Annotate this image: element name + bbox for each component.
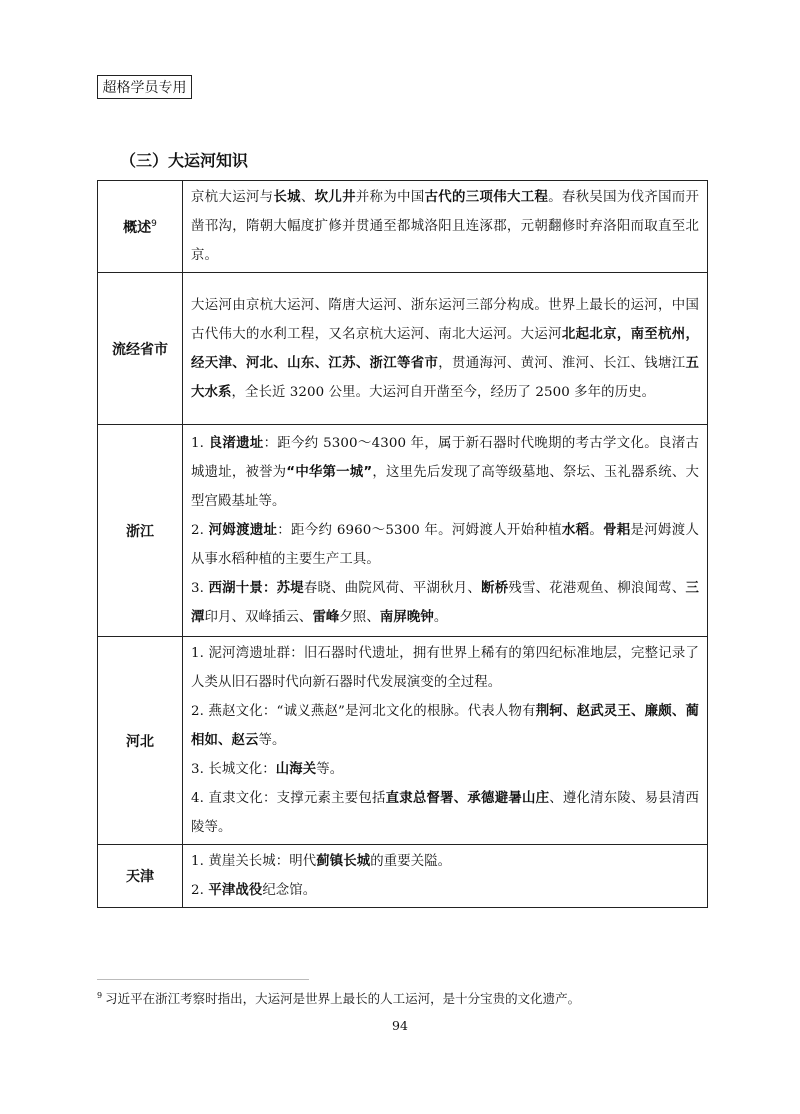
bold-text-run: 直隶总督署、承德避暑山庄: [385, 791, 550, 806]
section-title: （三）大运河知识: [120, 151, 249, 170]
bold-text-run: 断桥: [481, 581, 509, 596]
text-run: 纪念馆。: [262, 883, 317, 898]
page-number: 94: [392, 1018, 408, 1033]
footnote-divider: [97, 979, 309, 980]
bold-text-run: 西湖十景：苏堤: [208, 581, 304, 596]
bold-text-run: 雷峰: [312, 610, 340, 625]
bold-text-run: 骨耜: [603, 523, 631, 538]
bold-text-run: 水稻: [561, 523, 590, 538]
bold-text-run: 坎儿井: [314, 190, 356, 205]
footnote-marker: 9: [97, 991, 103, 1000]
text-run: 并称为中国: [355, 190, 425, 205]
row-content-provinces: [183, 273, 708, 425]
text-run: ，这里先后发现了高等级墓地、祭坛、玉礼器系统、大型宫殿基址等。: [191, 465, 699, 509]
text-run: ，贯通海河、黄河、淮河、长江、钱塘江: [438, 355, 686, 371]
row-heading-hebei: 河北: [98, 637, 183, 845]
list-item: [191, 876, 699, 905]
text-run: 。: [589, 523, 604, 538]
table-row-overview: [98, 181, 708, 273]
bold-text-run: 五大水系: [191, 355, 699, 400]
bold-text-run: 山海关: [275, 762, 317, 777]
footnote: [97, 987, 580, 1008]
provinces-text: [191, 291, 699, 407]
table-row-hebei: [98, 637, 708, 845]
row-heading-zhejiang: 浙江: [98, 425, 183, 637]
text-run: 等。: [316, 762, 344, 777]
text-run: 夕照、: [339, 610, 380, 625]
row-content-overview: [183, 181, 708, 273]
footnote-reference: 9: [151, 218, 157, 229]
bold-text-run: 蓟镇长城: [316, 854, 371, 869]
row-heading-overview: 概述$^9$: [98, 181, 183, 273]
text-run: 是河姆渡人从事水稻种植的主要生产工具。: [191, 523, 699, 567]
row-content-tianjin: [183, 845, 708, 908]
text-run: 2.: [191, 883, 209, 898]
list-item: [191, 847, 699, 876]
overview-text: [191, 183, 699, 270]
grand-canal-knowledge-table: [97, 180, 708, 908]
list-item: [191, 697, 699, 755]
table-row-tianjin: [98, 845, 708, 908]
bold-text-run: 南屏晚钟: [379, 610, 434, 625]
text-run: 。: [433, 610, 448, 625]
text-run: 印月、双峰插云、: [204, 610, 313, 625]
row-heading-tianjin: 天津: [98, 845, 183, 908]
bold-text-run: 荆轲、赵武灵王、廉颇、蔺相如、赵云: [191, 704, 699, 748]
row-heading-provinces: 流经省市: [98, 273, 183, 425]
list-item: [191, 755, 699, 784]
text-run: 3. 长城文化：: [191, 762, 276, 777]
text-run: 京杭大运河与: [191, 190, 274, 205]
bold-text-run: 河姆渡遗址: [208, 523, 278, 538]
text-run: 1. 泥河湾遗址群：旧石器时代遗址，拥有世界上稀有的第四纪标准地层，完整记录了人类从旧石器时代向新石器时代发展演变的全过程。: [191, 646, 699, 690]
text-run: 1.: [191, 436, 209, 451]
text-run: 、遵化清东陵、易县清西陵等。: [191, 791, 699, 835]
table-row-provinces: [98, 273, 708, 425]
text-run: 4. 直隶文化：支撑元素主要包括: [191, 791, 386, 806]
table-row-zhejiang: [98, 425, 708, 637]
row-content-hebei: [183, 637, 708, 845]
text-run: 1. 黄崖关长城：明代: [191, 854, 317, 869]
text-run: 的重要关隘。: [370, 854, 452, 869]
text-run: 。春秋吴国为伐齐国而开凿邗沟，隋朝大幅度扩修并贯通至都城洛阳且连涿郡，元朝翻修时弃洛阳而取直至北京。: [191, 190, 700, 263]
text-run: 春晓、曲院风荷、平湖秋月、: [303, 581, 482, 596]
text-run: 、: [300, 190, 315, 205]
text-run: 残雪、花港观鱼、柳浪闻莺、: [508, 581, 686, 596]
footnote-text: 习近平在浙江考察时指出，大运河是世界上最长的人工运河，是十分宝贵的文化遗产。: [105, 991, 581, 1006]
bold-text-run: 良渚遗址: [208, 436, 264, 451]
text-run: 大运河由京杭大运河、隋唐大运河、浙东运河三部分构成。世界上最长的运河，中国古代伟大的水利工程，又名京杭大运河、南北大运河。大运河: [191, 297, 699, 342]
bold-text-run: 长城: [273, 190, 301, 205]
list-item: [191, 784, 699, 842]
bold-text-run: 古代的三项伟大工程: [424, 190, 549, 205]
text-run: 等。: [258, 733, 286, 748]
list-item: [191, 429, 699, 516]
row-content-zhejiang: [183, 425, 708, 637]
bold-text-run: 平津战役: [208, 883, 263, 898]
list-item: [191, 639, 699, 697]
text-run: ，全长近 3200 公里。大运河自开凿至今，经历了 2500 多年的历史。: [231, 384, 656, 400]
text-run: 2. 燕赵文化：“诚义燕赵”是河北文化的根脉。代表人物有: [191, 704, 536, 719]
list-item: [191, 574, 699, 632]
list-item: [191, 516, 699, 574]
bold-text-run: “中华第一城”: [286, 465, 373, 480]
bold-text-run: 三潭: [191, 581, 699, 625]
text-run: ：距今约 6960～5300 年。河姆渡人开始种植: [277, 523, 562, 538]
bold-text-run: 北起北京，南至杭州，经天津、河北、山东、江苏、浙江等省市: [191, 326, 700, 371]
text-run: 2.: [191, 523, 209, 538]
member-only-stamp: 超格学员专用: [97, 75, 192, 99]
text-run: 3.: [191, 581, 209, 596]
text-run: ：距今约 5300～4300 年，属于新石器时代晚期的考古学文化。良渚古城遗址，被誉为: [191, 436, 699, 480]
